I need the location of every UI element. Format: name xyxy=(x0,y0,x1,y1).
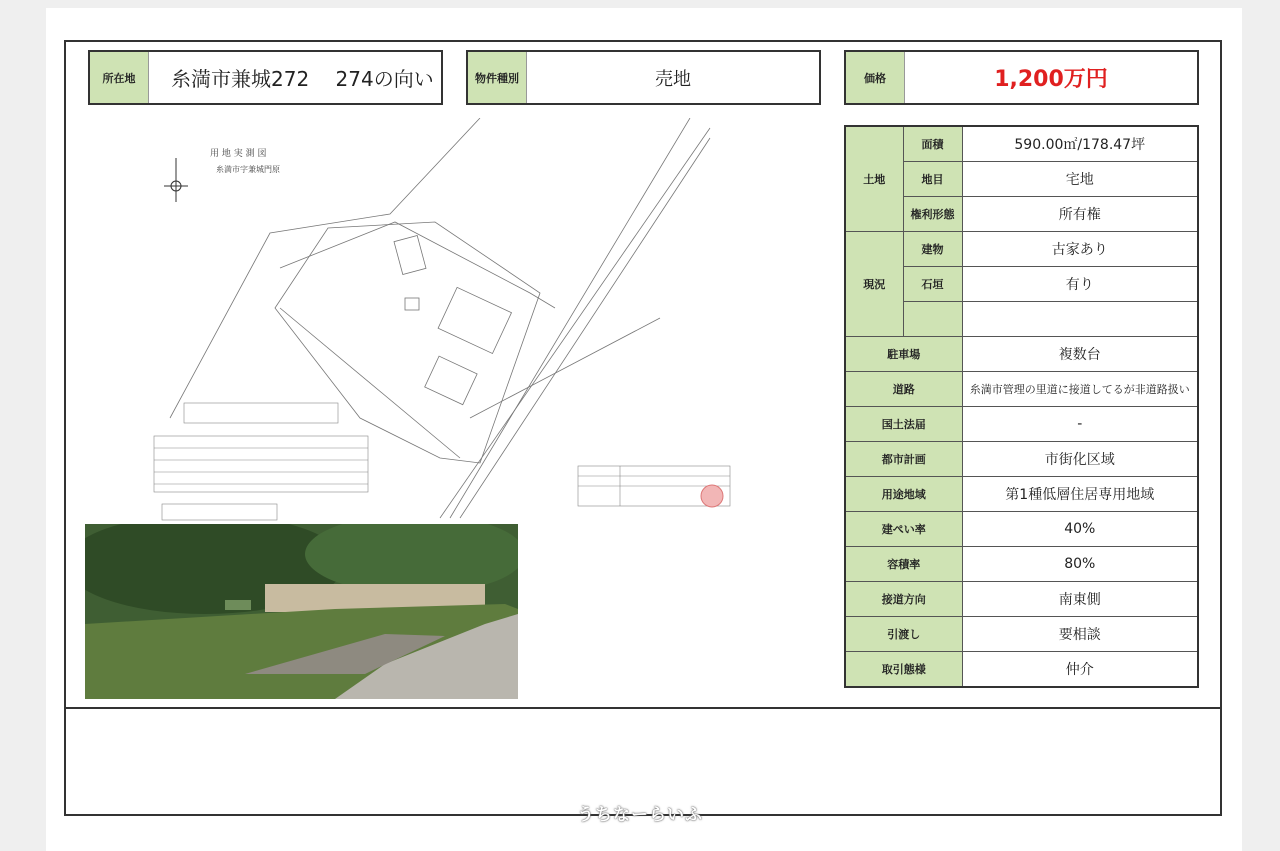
spec-row-landlaw xyxy=(845,407,1198,442)
price-box xyxy=(844,50,1199,105)
divider-line xyxy=(64,707,1222,709)
empty-value xyxy=(962,302,1198,337)
property-type-box xyxy=(466,50,821,105)
current-group-label: 現況 xyxy=(845,232,903,337)
empty-label xyxy=(903,302,962,337)
location-value: 糸満市兼城272 274の向い xyxy=(171,67,434,91)
far-label: 容積率 xyxy=(845,547,962,582)
road-value: 糸満市管理の里道に接道してるが非道路扱い xyxy=(962,372,1198,407)
far-value: 80% xyxy=(962,547,1198,582)
deal-label: 取引態様 xyxy=(845,652,962,688)
price-value: 1,200万円 xyxy=(994,67,1108,92)
stonewall-value: 有り xyxy=(962,267,1198,302)
building-value: 古家あり xyxy=(962,232,1198,267)
property-spec-table xyxy=(844,125,1199,688)
spec-row-cityplan xyxy=(845,442,1198,477)
rights-label: 権利形態 xyxy=(903,197,962,232)
spec-row-area xyxy=(845,126,1198,162)
zoning-value: 第1種低層住居専用地域 xyxy=(962,477,1198,512)
deal-value: 仲介 xyxy=(962,652,1198,688)
spec-row-handover xyxy=(845,617,1198,652)
spec-row-far xyxy=(845,547,1198,582)
frontage-value: 南東側 xyxy=(962,582,1198,617)
frontage-label: 接道方向 xyxy=(845,582,962,617)
coordinate-table xyxy=(154,403,368,520)
area-value: 590.00㎡/178.47坪 xyxy=(962,126,1198,162)
area-label: 面積 xyxy=(903,126,962,162)
spec-row-parking xyxy=(845,337,1198,372)
location-box xyxy=(88,50,443,105)
seal-stamp xyxy=(701,485,723,507)
cityplan-label: 都市計画 xyxy=(845,442,962,477)
category-label: 地目 xyxy=(903,162,962,197)
plan-subtitle: 糸満市字兼城門原 xyxy=(216,165,280,174)
cityplan-value: 市街化区域 xyxy=(962,442,1198,477)
building-label: 建物 xyxy=(903,232,962,267)
plan-title: 用 地 実 測 図 xyxy=(210,149,267,159)
handover-label: 引渡し xyxy=(845,617,962,652)
property-type-value: 売地 xyxy=(655,68,691,90)
bcr-value: 40% xyxy=(962,512,1198,547)
spec-row-road xyxy=(845,372,1198,407)
spec-row-deal xyxy=(845,652,1198,688)
spec-row-building xyxy=(845,232,1198,267)
boundary-lines xyxy=(170,118,710,518)
landlaw-value: - xyxy=(962,407,1198,442)
zoning-label: 用途地域 xyxy=(845,477,962,512)
handover-value: 要相談 xyxy=(962,617,1198,652)
watermark-text: うちなーらいふ xyxy=(577,805,703,825)
rights-value: 所有権 xyxy=(962,197,1198,232)
stonewall-label: 石垣 xyxy=(903,267,962,302)
location-label: 所在地 xyxy=(90,52,149,103)
landlaw-label: 国土法届 xyxy=(845,407,962,442)
spec-row-frontage xyxy=(845,582,1198,617)
spec-row-bcr xyxy=(845,512,1198,547)
north-arrow-icon xyxy=(164,158,188,202)
parking-label: 駐車場 xyxy=(845,337,962,372)
spec-row-zoning xyxy=(845,477,1198,512)
road-label: 道路 xyxy=(845,372,962,407)
site-photo xyxy=(85,524,518,699)
land-group-label: 土地 xyxy=(845,126,903,232)
category-value: 宅地 xyxy=(962,162,1198,197)
bcr-label: 建ぺい率 xyxy=(845,512,962,547)
property-type-label: 物件種別 xyxy=(468,52,527,103)
price-label: 価格 xyxy=(846,52,905,103)
parking-value: 複数台 xyxy=(962,337,1198,372)
survey-plan-drawing xyxy=(150,118,740,528)
